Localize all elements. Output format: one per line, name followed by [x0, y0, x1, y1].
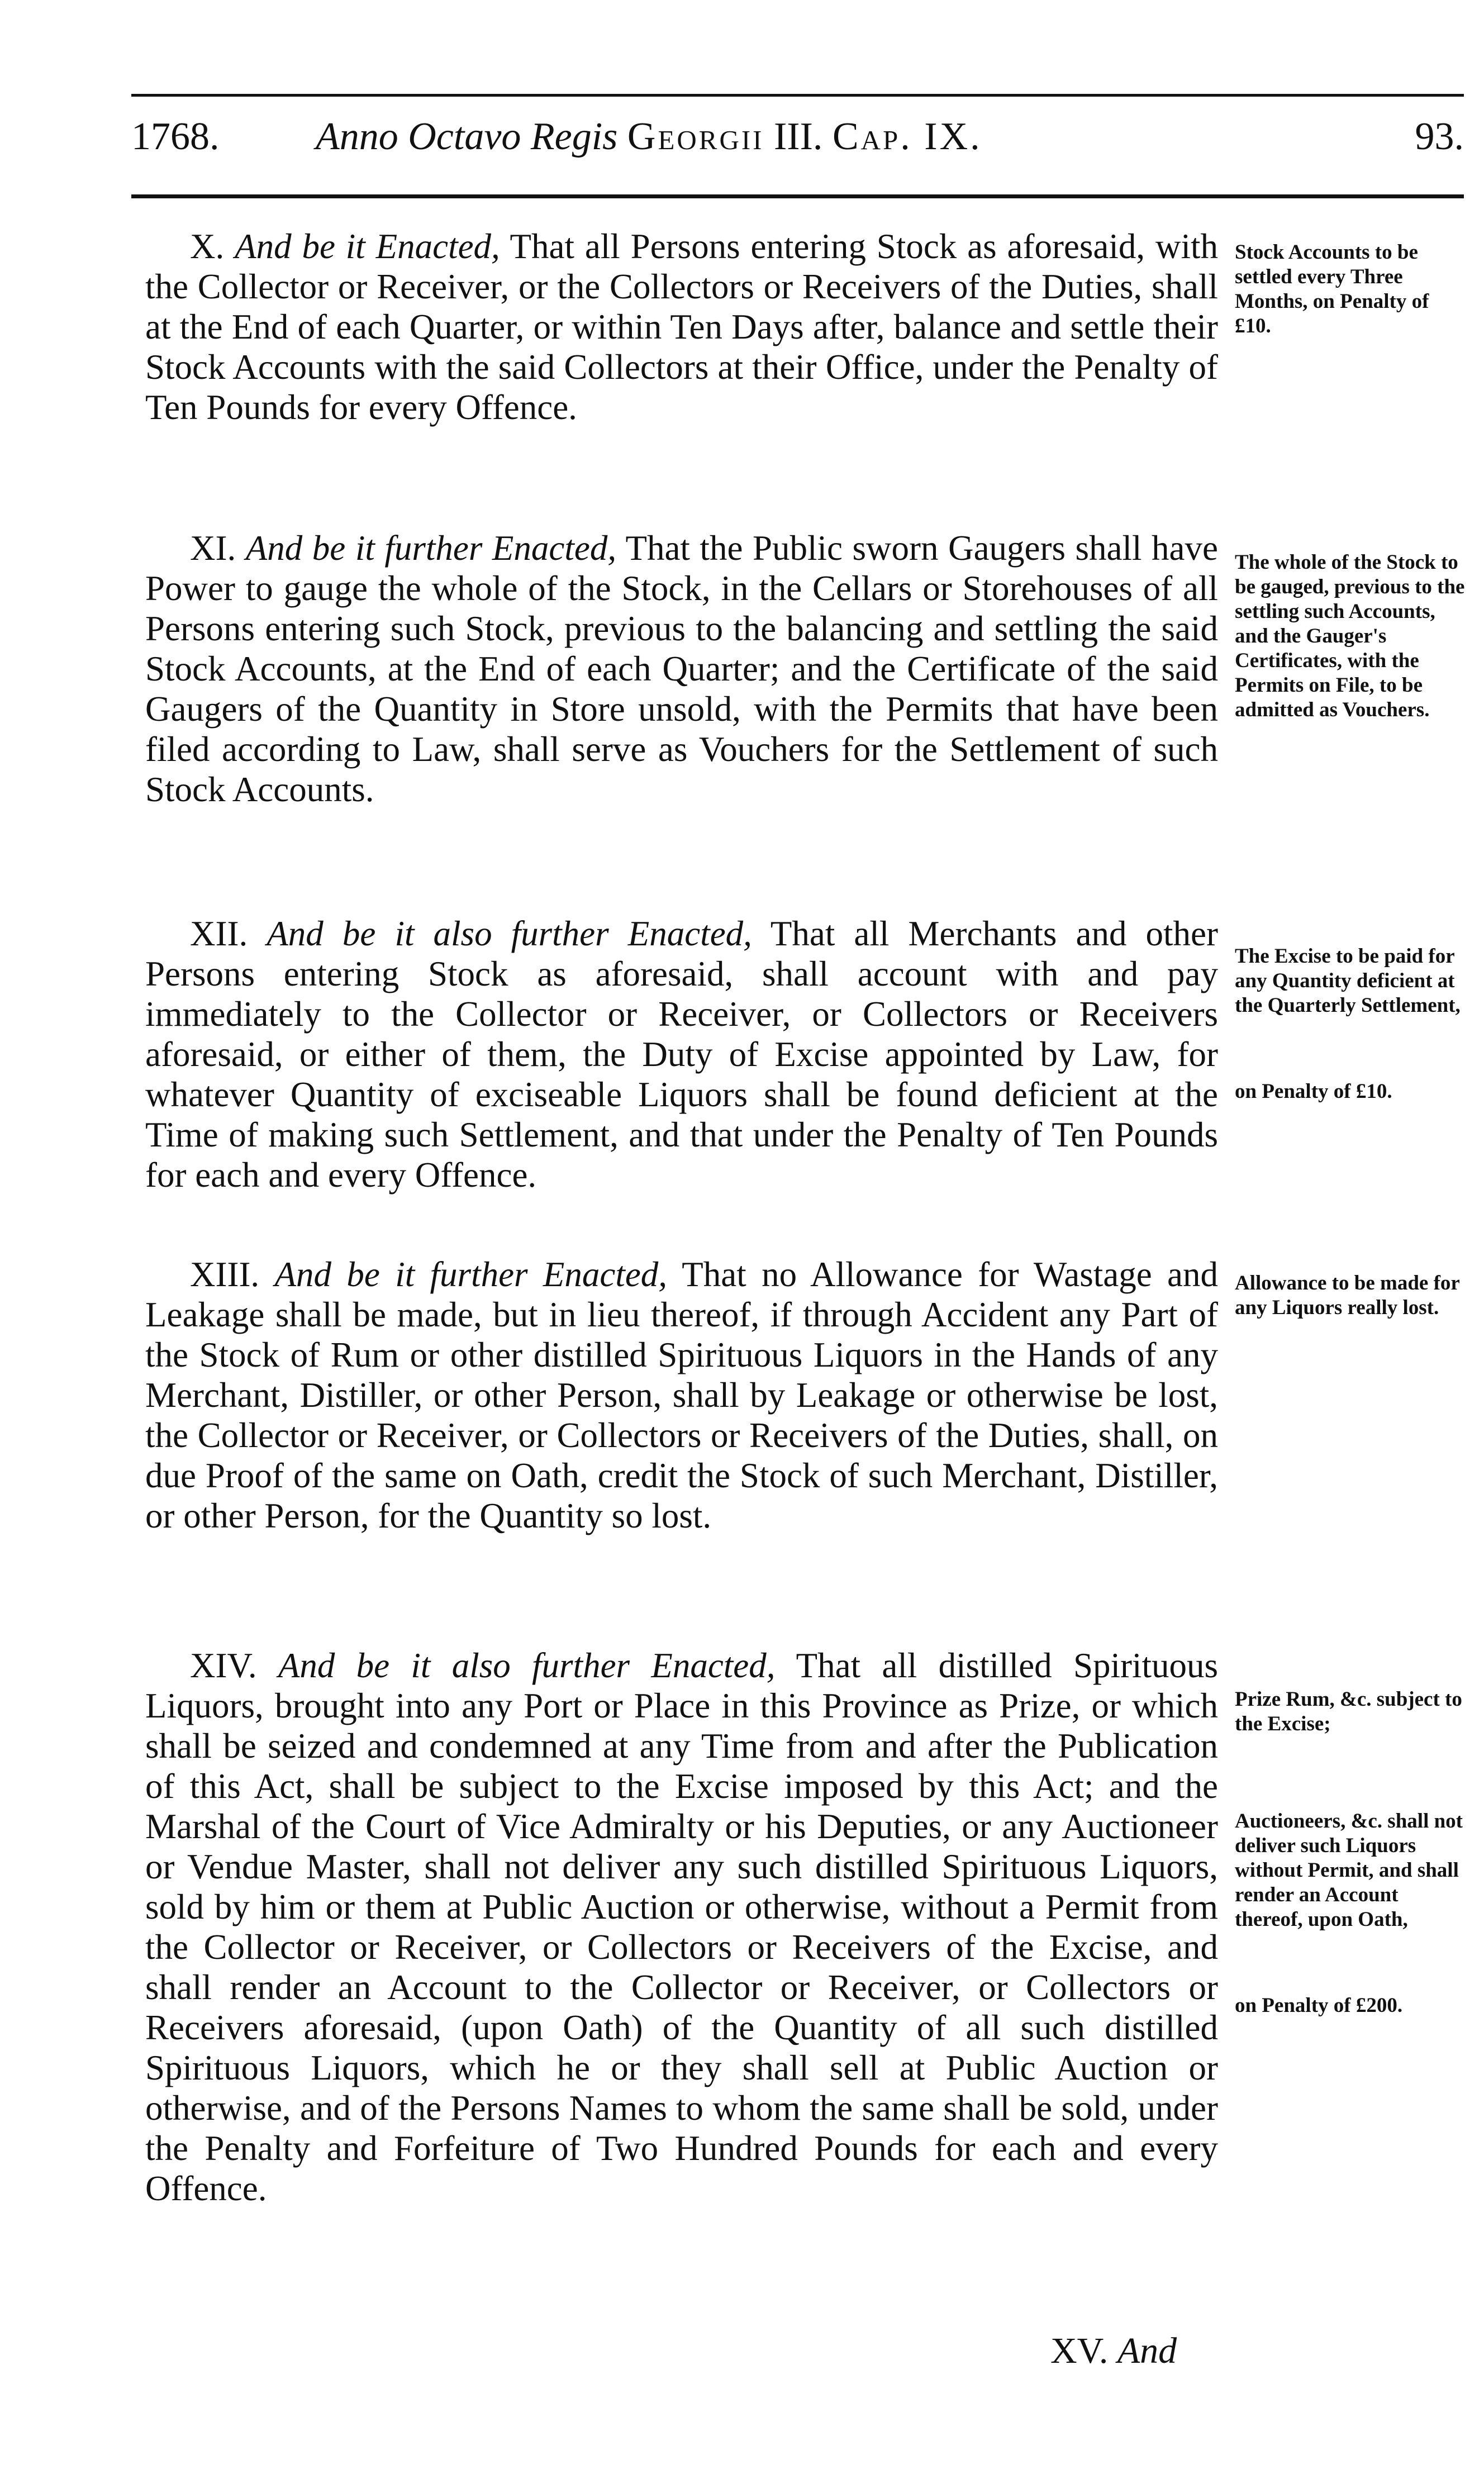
section-text: That all Persons entering Stock as aforesaid, with the Collector or Receiver, or the Collectors or Receivers of the Duties, shall at the End of each Quarter, or within Ten Days after, balance and settle their Stock Accounts with the said Collectors at their Office, under the Penalty of Ten Pounds for every Offence.	[145, 227, 1218, 427]
margin-note-penalty: on Penalty of £200.	[1235, 1994, 1403, 2017]
section-number: XIV.	[190, 1646, 257, 1685]
margin-note: The whole of the Stock to be gauged, previous to the settling such Accounts, and the Gauger's Certificates, with the Permits on File, to be admitted as Vouchers.	[1235, 551, 1465, 721]
margin-note-xiv	[1235, 1687, 1469, 2018]
margin-note: Allowance to be made for any Liquors really lost.	[1235, 1272, 1460, 1319]
catchword-word: And	[1117, 2330, 1177, 2371]
section-text: That no Allowance for Wastage and Leakage shall be made, but in lieu thereof, if through Accident any Part of the Stock of Rum or other distilled Spirituous Liquors in the Hands of any Merchant, Distiller, or other Person, shall by Leakage or otherwise be lost, the Collector or Receiver, or Collectors or Receivers of the Duties, shall, on due Proof of the same on Oath, credit the Stock of such Merchant, Distiller, or other Person, for the Quantity so lost.	[145, 1255, 1218, 1535]
running-header	[131, 109, 1464, 170]
enacting-clause: And be it also further Enacted,	[267, 914, 752, 953]
catchword	[1050, 2330, 1177, 2372]
header-chapter: Cap. IX.	[832, 115, 982, 158]
header-title-italic: Anno Octavo Regis	[316, 115, 618, 158]
header-title	[316, 115, 982, 159]
section-x	[145, 226, 1218, 427]
margin-note: Prize Rum, &c. subject to the Excise;	[1235, 1688, 1462, 1735]
margin-note-xi	[1235, 550, 1469, 722]
margin-note-x	[1235, 240, 1469, 339]
section-number: X.	[190, 227, 225, 266]
section-text: That the Public sworn Gaugers shall have Power to gauge the whole of the Stock, in the Cellars or Storehouses of all Persons entering such Stock, previous to the balancing and settling the said Stock Accounts, at the End of each Quarter; and the Certificate of the said Gaugers of the Quantity in Store unsold, with the Permits that have been filed according to Law, shall serve as Vouchers for the Settlement of such Stock Accounts.	[145, 529, 1218, 809]
margin-note: The Excise to be paid for any Quantity deficient at the Quarterly Settlement,	[1235, 945, 1461, 1017]
section-text: That all distilled Spirituous Liquors, brought into any Port or Place in this Province as Prize, or which shall be seized and condemned at any Time from and after the Publication of this Act, shall be subject to the Excise imposed by this Act; and the Marshal of the Court of Vice Admiralty or his Deputies, or any Auctioneer or Vendue Master, shall not deliver any such distilled Spirituous Liquors, sold by him or them at Public Auction or otherwise, without a Permit from the Collector or Receiver, or Collectors or Receivers of the Excise, and shall render an Account to the Collector or Receiver, or Collectors or Receivers aforesaid, (upon Oath) of the Quantity of all such distilled Spirituous Liquors, which he or they shall sell at Public Auction or otherwise, and of the Persons Names to whom the same shall be sold, under the Penalty and Forfeiture of Two Hundred Pounds for each and every Offence.	[145, 1646, 1218, 2208]
header-year: 1768.	[131, 115, 220, 158]
enacting-clause: And be it Enacted,	[235, 227, 500, 266]
section-xiii	[145, 1254, 1218, 1536]
header-rule-bottom	[131, 194, 1464, 198]
section-number: XIII.	[190, 1255, 260, 1294]
header-rule-top	[131, 94, 1464, 97]
section-text: That all Merchants and other Persons entering Stock as aforesaid, shall account with and pay immediately to the Collector or Receiver, or Collectors or Receivers aforesaid, or either of them, the Duty of Excise appointed by Law, for whatever Quantity of exciseable Liquors shall be found deficient at the Time of making such Settlement, and that under the Penalty of Ten Pounds for each and every Offence.	[145, 914, 1218, 1195]
header-title-king: Georgii	[627, 115, 764, 158]
catchword-number: XV.	[1050, 2330, 1109, 2371]
enacting-clause: And be it further Enacted,	[245, 529, 617, 568]
section-xi	[145, 528, 1218, 810]
enacting-clause: And be it further Enacted,	[274, 1255, 668, 1294]
section-xiv	[145, 1645, 1218, 2209]
header-title-numeral: III.	[774, 115, 823, 158]
section-xii	[145, 913, 1218, 1195]
section-number: XII.	[190, 914, 248, 953]
page-number: 93.	[1415, 115, 1464, 158]
section-number: XI.	[190, 529, 236, 568]
margin-note-auctioneers: Auctioneers, &c. shall not deliver such Liquors without Permit, and shall render an Account thereof, upon Oath,	[1235, 1810, 1463, 1931]
margin-note-penalty: on Penalty of £10.	[1235, 1080, 1392, 1103]
margin-note: Stock Accounts to be settled every Three Months, on Penalty of £10.	[1235, 241, 1429, 337]
margin-note-xiii	[1235, 1271, 1469, 1320]
enacting-clause: And be it also further Enacted,	[278, 1646, 776, 1685]
margin-note-xii	[1235, 944, 1469, 1104]
